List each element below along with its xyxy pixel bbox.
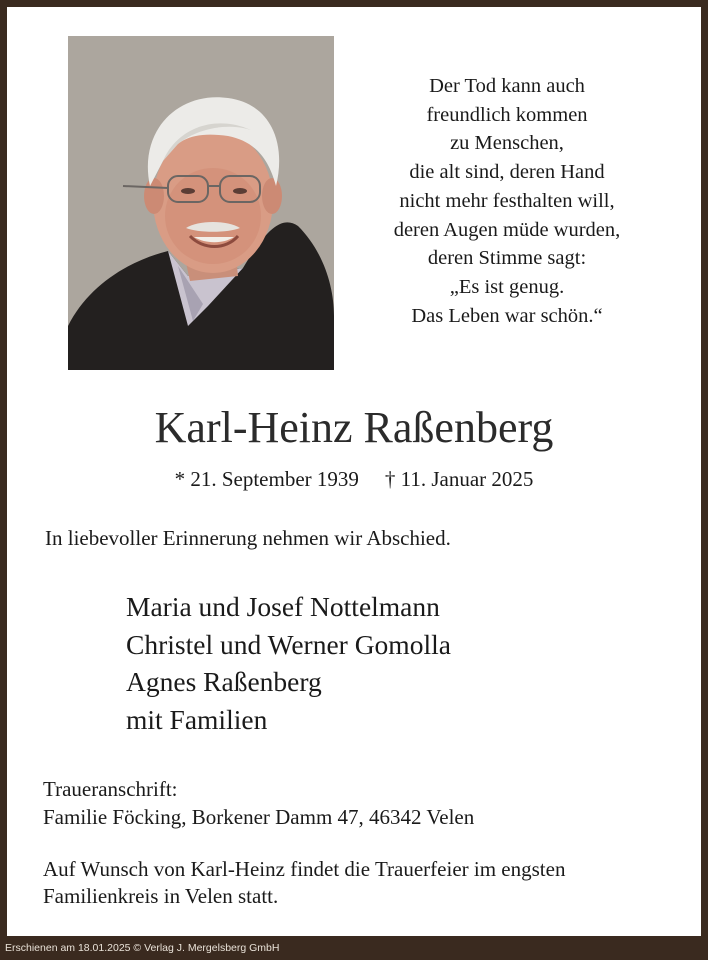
poem-line: Der Tod kann auch bbox=[429, 75, 585, 97]
poem-line: die alt sind, deren Hand bbox=[409, 161, 605, 184]
mourning-address: Familie Föcking, Borkener Damm 47, 46342 Velen bbox=[43, 805, 475, 829]
funeral-note bbox=[43, 856, 693, 910]
note-line: Auf Wunsch von Karl-Heinz findet die Trauerfeier im engsten bbox=[43, 857, 566, 881]
mourning-address-label: Traueranschrift: bbox=[43, 777, 178, 801]
poem-line: deren Stimme sagt: bbox=[427, 247, 587, 270]
deceased-name: Karl-Heinz Raßenberg bbox=[154, 403, 554, 452]
mourner-line: Maria und Josef Nottelmann bbox=[126, 591, 440, 622]
mourner-line: Agnes Raßenberg bbox=[126, 666, 322, 697]
birth-date: * 21. September 1939 bbox=[174, 467, 359, 491]
poem-line: freundlich kommen bbox=[426, 103, 588, 126]
poem-line: zu Menschen, bbox=[450, 132, 564, 155]
portrait-illustration bbox=[68, 36, 334, 370]
farewell-intro: In liebevoller Erinnerung nehmen wir Abschied. bbox=[45, 526, 451, 550]
publication-footer: Erschienen am 18.01.2025 © Verlag J. Mergelsberg GmbH bbox=[5, 942, 280, 954]
poem bbox=[352, 72, 662, 330]
mourner-line: mit Familien bbox=[126, 703, 268, 735]
mourners-list bbox=[126, 588, 451, 738]
poem-line: nicht mehr festhalten will, bbox=[399, 189, 615, 212]
death-date: † 11. Januar 2025 bbox=[384, 467, 534, 491]
note-line: Familienkreis in Velen statt. bbox=[43, 884, 279, 908]
portrait-photo bbox=[68, 36, 334, 370]
life-dates bbox=[7, 465, 701, 493]
poem-line: Das Leben war schön.“ bbox=[411, 304, 603, 327]
mourner-line: Christel und Werner Gomolla bbox=[126, 628, 451, 660]
poem-line: deren Augen müde wurden, bbox=[393, 218, 621, 241]
obituary-notice bbox=[7, 7, 701, 936]
poem-line: „Es ist genug. bbox=[449, 275, 565, 298]
